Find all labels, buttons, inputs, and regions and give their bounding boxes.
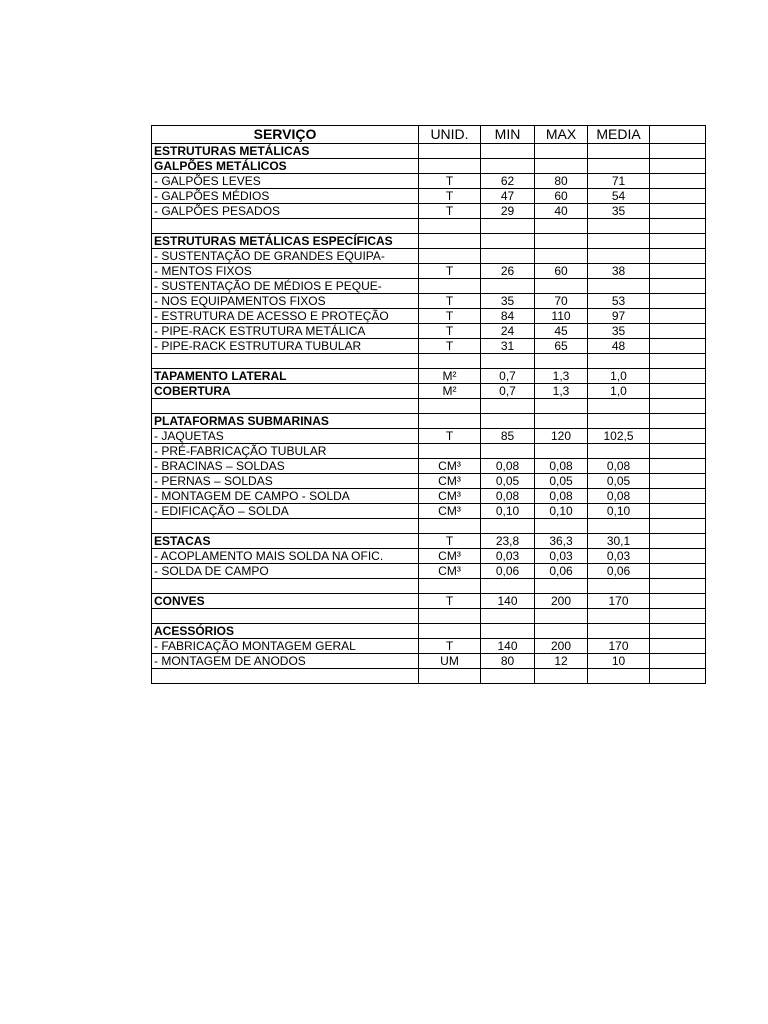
cell-extra	[650, 249, 706, 264]
cell-servico: ESTRUTURAS METÁLICAS	[152, 144, 419, 159]
table-row	[152, 384, 706, 399]
cell-media: 0,06	[588, 564, 650, 579]
cell-min: 0,7	[481, 384, 535, 399]
cell-media: 35	[588, 204, 650, 219]
cell-max	[535, 444, 588, 459]
table-row	[152, 534, 706, 549]
cell-servico: - ACOPLAMENTO MAIS SOLDA NA OFIC.	[152, 549, 419, 564]
cell-media	[588, 609, 650, 624]
cell-extra	[650, 384, 706, 399]
cell-media	[588, 579, 650, 594]
cell-extra	[650, 504, 706, 519]
cell-max: 0,08	[535, 459, 588, 474]
table-row	[152, 369, 706, 384]
cell-min: 140	[481, 639, 535, 654]
cell-max: 40	[535, 204, 588, 219]
cell-max	[535, 234, 588, 249]
cell-min	[481, 249, 535, 264]
table-row	[152, 579, 706, 594]
cell-max	[535, 249, 588, 264]
cell-extra	[650, 354, 706, 369]
cell-servico: - SUSTENTAÇÃO DE MÉDIOS E PEQUE-	[152, 279, 419, 294]
cell-max: 200	[535, 639, 588, 654]
cell-min	[481, 609, 535, 624]
cell-min: 85	[481, 429, 535, 444]
cell-servico: - SUSTENTAÇÃO DE GRANDES EQUIPA-	[152, 249, 419, 264]
cell-max: 0,05	[535, 474, 588, 489]
cell-servico	[152, 579, 419, 594]
cell-servico: ACESSÓRIOS	[152, 624, 419, 639]
cell-media: 71	[588, 174, 650, 189]
cell-extra	[650, 534, 706, 549]
cell-unid: CM³	[419, 474, 481, 489]
cell-max: 1,3	[535, 384, 588, 399]
cell-servico: - JAQUETAS	[152, 429, 419, 444]
cell-extra	[650, 474, 706, 489]
cell-max: 80	[535, 174, 588, 189]
table-row	[152, 219, 706, 234]
cell-extra	[650, 294, 706, 309]
table-row	[152, 489, 706, 504]
cell-media	[588, 159, 650, 174]
cell-min: 0,10	[481, 504, 535, 519]
cell-media: 48	[588, 339, 650, 354]
cell-min	[481, 399, 535, 414]
cell-media: 170	[588, 594, 650, 609]
cell-media: 0,05	[588, 474, 650, 489]
cell-extra	[650, 279, 706, 294]
cell-min: 31	[481, 339, 535, 354]
cell-unid	[419, 414, 481, 429]
cell-servico: GALPÕES METÁLICOS	[152, 159, 419, 174]
cell-extra	[650, 189, 706, 204]
cell-min: 47	[481, 189, 535, 204]
cell-unid	[419, 279, 481, 294]
cell-media	[588, 399, 650, 414]
cell-unid: T	[419, 309, 481, 324]
cell-servico	[152, 219, 419, 234]
cell-unid: T	[419, 534, 481, 549]
cell-max: 0,08	[535, 489, 588, 504]
cell-max: 0,03	[535, 549, 588, 564]
cell-min	[481, 624, 535, 639]
cell-unid: T	[419, 264, 481, 279]
cell-unid: CM³	[419, 504, 481, 519]
cell-min: 35	[481, 294, 535, 309]
cell-media	[588, 444, 650, 459]
cell-unid	[419, 579, 481, 594]
cell-min: 0,05	[481, 474, 535, 489]
cell-unid	[419, 219, 481, 234]
cell-unid	[419, 624, 481, 639]
cell-min: 84	[481, 309, 535, 324]
cell-media: 170	[588, 639, 650, 654]
cell-servico: - MENTOS FIXOS	[152, 264, 419, 279]
cell-servico: TAPAMENTO LATERAL	[152, 369, 419, 384]
table-row	[152, 549, 706, 564]
cell-max: 70	[535, 294, 588, 309]
cell-min	[481, 414, 535, 429]
table-row	[152, 669, 706, 684]
cell-max	[535, 609, 588, 624]
cell-extra	[650, 309, 706, 324]
cell-servico: - GALPÕES LEVES	[152, 174, 419, 189]
cell-media: 97	[588, 309, 650, 324]
table-row	[152, 444, 706, 459]
cell-media	[588, 234, 650, 249]
cell-unid: CM³	[419, 549, 481, 564]
cell-extra	[650, 459, 706, 474]
cell-max	[535, 159, 588, 174]
cell-max	[535, 669, 588, 684]
cell-extra	[650, 144, 706, 159]
cell-min: 0,06	[481, 564, 535, 579]
cell-max	[535, 399, 588, 414]
cell-servico	[152, 669, 419, 684]
cell-unid	[419, 249, 481, 264]
cell-unid	[419, 519, 481, 534]
cell-servico: ESTRUTURAS METÁLICAS ESPECÍFICAS	[152, 234, 419, 249]
cell-extra	[650, 219, 706, 234]
cell-min	[481, 144, 535, 159]
table-row	[152, 429, 706, 444]
cell-unid: T	[419, 339, 481, 354]
cell-extra	[650, 654, 706, 669]
cell-extra	[650, 204, 706, 219]
cell-extra	[650, 264, 706, 279]
cell-extra	[650, 564, 706, 579]
header-min: MIN	[481, 126, 535, 144]
cell-servico: - SOLDA DE CAMPO	[152, 564, 419, 579]
cell-media: 38	[588, 264, 650, 279]
header-servico: SERVIÇO	[152, 126, 419, 144]
table-row	[152, 519, 706, 534]
cell-max	[535, 579, 588, 594]
cell-extra	[650, 159, 706, 174]
table-row	[152, 609, 706, 624]
cell-max	[535, 144, 588, 159]
cell-servico: - BRACINAS – SOLDAS	[152, 459, 419, 474]
cell-extra	[650, 324, 706, 339]
cell-servico	[152, 399, 419, 414]
cell-media: 30,1	[588, 534, 650, 549]
cell-servico: PLATAFORMAS SUBMARINAS	[152, 414, 419, 429]
cell-extra	[650, 549, 706, 564]
table-row	[152, 294, 706, 309]
cell-extra	[650, 234, 706, 249]
cell-servico: - EDIFICAÇÃO – SOLDA	[152, 504, 419, 519]
cell-unid	[419, 609, 481, 624]
cell-media: 54	[588, 189, 650, 204]
service-table	[151, 125, 706, 684]
cell-extra	[650, 369, 706, 384]
table-row	[152, 564, 706, 579]
cell-max: 36,3	[535, 534, 588, 549]
cell-servico: - PIPE-RACK ESTRUTURA TUBULAR	[152, 339, 419, 354]
cell-unid: T	[419, 189, 481, 204]
cell-unid: T	[419, 204, 481, 219]
cell-min	[481, 519, 535, 534]
cell-unid: CM³	[419, 459, 481, 474]
cell-unid: M²	[419, 384, 481, 399]
cell-servico: - GALPÕES PESADOS	[152, 204, 419, 219]
cell-min	[481, 669, 535, 684]
cell-max	[535, 219, 588, 234]
cell-unid: CM³	[419, 489, 481, 504]
cell-media: 0,08	[588, 459, 650, 474]
cell-media	[588, 279, 650, 294]
table-row	[152, 414, 706, 429]
table-row	[152, 324, 706, 339]
cell-extra	[650, 489, 706, 504]
cell-max	[535, 354, 588, 369]
table-row	[152, 399, 706, 414]
cell-max	[535, 414, 588, 429]
table-row	[152, 504, 706, 519]
cell-extra	[650, 414, 706, 429]
cell-min	[481, 234, 535, 249]
table-row	[152, 249, 706, 264]
cell-min: 140	[481, 594, 535, 609]
cell-unid: M²	[419, 369, 481, 384]
table-body	[152, 144, 706, 684]
cell-max: 45	[535, 324, 588, 339]
table-row	[152, 189, 706, 204]
cell-min: 23,8	[481, 534, 535, 549]
table-row	[152, 339, 706, 354]
cell-min: 0,08	[481, 489, 535, 504]
cell-min: 29	[481, 204, 535, 219]
cell-media: 0,10	[588, 504, 650, 519]
cell-max	[535, 279, 588, 294]
table-row	[152, 354, 706, 369]
cell-min	[481, 219, 535, 234]
cell-media	[588, 669, 650, 684]
cell-unid: T	[419, 174, 481, 189]
cell-servico: - ESTRUTURA DE ACESSO E PROTEÇÃO	[152, 309, 419, 324]
table-row	[152, 159, 706, 174]
cell-extra	[650, 639, 706, 654]
cell-min: 80	[481, 654, 535, 669]
cell-servico: - MONTAGEM DE CAMPO - SOLDA	[152, 489, 419, 504]
cell-servico: - PERNAS – SOLDAS	[152, 474, 419, 489]
cell-max	[535, 624, 588, 639]
cell-max: 0,06	[535, 564, 588, 579]
cell-max	[535, 519, 588, 534]
cell-media: 53	[588, 294, 650, 309]
cell-servico: - PRÉ-FABRICAÇÃO TUBULAR	[152, 444, 419, 459]
cell-unid: T	[419, 324, 481, 339]
cell-servico: ESTACAS	[152, 534, 419, 549]
cell-unid: T	[419, 429, 481, 444]
table-row	[152, 594, 706, 609]
cell-max: 1,3	[535, 369, 588, 384]
header-media: MEDIA	[588, 126, 650, 144]
cell-media: 0,08	[588, 489, 650, 504]
cell-unid: T	[419, 639, 481, 654]
cell-servico: - NOS EQUIPAMENTOS FIXOS	[152, 294, 419, 309]
cell-max: 200	[535, 594, 588, 609]
cell-servico: - MONTAGEM DE ANODOS	[152, 654, 419, 669]
cell-max: 60	[535, 189, 588, 204]
cell-unid	[419, 159, 481, 174]
cell-min: 62	[481, 174, 535, 189]
table-row	[152, 264, 706, 279]
table-row	[152, 459, 706, 474]
header-max: MAX	[535, 126, 588, 144]
cell-media: 1,0	[588, 369, 650, 384]
table-row	[152, 309, 706, 324]
cell-extra	[650, 429, 706, 444]
table-row	[152, 624, 706, 639]
cell-media	[588, 249, 650, 264]
cell-max: 60	[535, 264, 588, 279]
cell-servico: - FABRICAÇÃO MONTAGEM GERAL	[152, 639, 419, 654]
cell-min	[481, 279, 535, 294]
cell-media: 102,5	[588, 429, 650, 444]
cell-media	[588, 144, 650, 159]
cell-unid: UM	[419, 654, 481, 669]
cell-min	[481, 444, 535, 459]
table-row	[152, 474, 706, 489]
cell-max: 110	[535, 309, 588, 324]
cell-min: 24	[481, 324, 535, 339]
table-row	[152, 144, 706, 159]
cell-unid	[419, 354, 481, 369]
cell-media	[588, 519, 650, 534]
cell-extra	[650, 609, 706, 624]
cell-servico: CONVES	[152, 594, 419, 609]
cell-unid: T	[419, 294, 481, 309]
table-row	[152, 279, 706, 294]
cell-min	[481, 354, 535, 369]
cell-servico: COBERTURA	[152, 384, 419, 399]
cell-extra	[650, 624, 706, 639]
table-row	[152, 234, 706, 249]
cell-servico: - GALPÕES MÉDIOS	[152, 189, 419, 204]
cell-max: 0,10	[535, 504, 588, 519]
cell-min: 0,7	[481, 369, 535, 384]
cell-extra	[650, 399, 706, 414]
cell-max: 65	[535, 339, 588, 354]
cell-max: 12	[535, 654, 588, 669]
cell-min: 0,08	[481, 459, 535, 474]
cell-extra	[650, 594, 706, 609]
cell-media: 1,0	[588, 384, 650, 399]
cell-media	[588, 414, 650, 429]
cell-media	[588, 624, 650, 639]
cell-unid	[419, 399, 481, 414]
cell-media: 35	[588, 324, 650, 339]
table-row	[152, 639, 706, 654]
cell-unid	[419, 444, 481, 459]
cell-unid	[419, 669, 481, 684]
cell-unid: T	[419, 594, 481, 609]
cell-min: 26	[481, 264, 535, 279]
cell-extra	[650, 444, 706, 459]
cell-servico: - PIPE-RACK ESTRUTURA METÁLICA	[152, 324, 419, 339]
cell-min: 0,03	[481, 549, 535, 564]
cell-min	[481, 579, 535, 594]
cell-media: 10	[588, 654, 650, 669]
cell-servico	[152, 609, 419, 624]
cell-servico	[152, 519, 419, 534]
cell-extra	[650, 669, 706, 684]
cell-extra	[650, 519, 706, 534]
cell-extra	[650, 174, 706, 189]
cell-unid	[419, 234, 481, 249]
cell-min	[481, 159, 535, 174]
cell-extra	[650, 339, 706, 354]
header-extra	[650, 126, 706, 144]
header-unid: UNID.	[419, 126, 481, 144]
cell-unid	[419, 144, 481, 159]
table-header-row	[152, 126, 706, 144]
cell-max: 120	[535, 429, 588, 444]
table-row	[152, 654, 706, 669]
cell-media	[588, 219, 650, 234]
cell-servico	[152, 354, 419, 369]
cell-media	[588, 354, 650, 369]
cell-unid: CM³	[419, 564, 481, 579]
table-row	[152, 204, 706, 219]
cell-extra	[650, 579, 706, 594]
table-row	[152, 174, 706, 189]
cell-media: 0,03	[588, 549, 650, 564]
